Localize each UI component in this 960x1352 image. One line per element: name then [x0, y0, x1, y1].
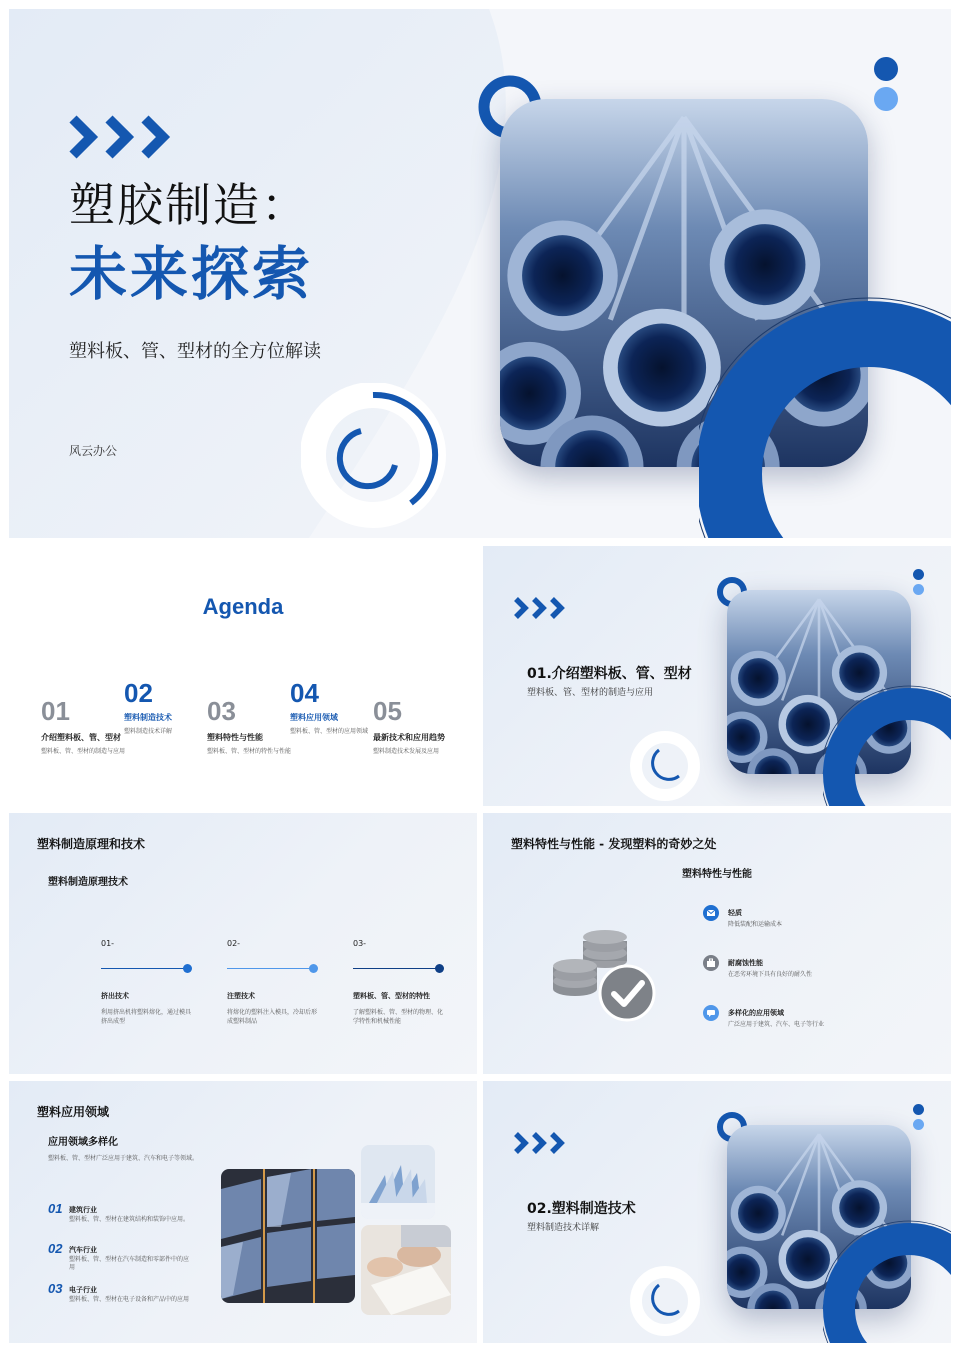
- agenda-title-5: 最新技术和应用趋势: [373, 733, 445, 742]
- step-line-3: [353, 968, 441, 969]
- decorative-dot-dark: [913, 569, 924, 580]
- property-title-2: 耐腐蚀性能: [728, 959, 763, 967]
- principle-slide: [9, 813, 477, 1074]
- agenda-title-2: 塑料制造技术: [124, 713, 172, 722]
- property-desc-3: 广泛应用于建筑、汽车、电子等行业: [728, 1021, 825, 1028]
- step-desc-2a: 将熔化的塑料注入模具，冷却后形: [227, 1009, 318, 1016]
- agenda-num-5: 05: [373, 696, 402, 726]
- app-num-2: 02: [48, 1241, 63, 1256]
- step-desc-1a: 利用挤出机将塑料熔化，通过模具: [101, 1009, 192, 1016]
- principle-header: 塑料制造原理和技术: [37, 837, 146, 851]
- section1-subtitle: 塑料板、管、型材的制造与应用: [527, 688, 654, 698]
- app-title-3: 电子行业: [69, 1286, 97, 1294]
- agenda-num-2: 02: [124, 678, 153, 708]
- decorative-dot-dark: [874, 57, 898, 81]
- property-title-3: 多样化的应用领域: [728, 1009, 784, 1017]
- step-dot-3: [435, 964, 444, 973]
- step-dot-2: [309, 964, 318, 973]
- properties-subheader: 塑料特性与性能: [682, 869, 752, 880]
- cover-slide: [9, 9, 951, 538]
- applications-subheader: 应用领域多样化: [48, 1137, 118, 1148]
- applications-intro: 塑料板、管、型材广泛应用于建筑、汽车和电子等领域。: [48, 1155, 199, 1162]
- decorative-ring-white: [629, 1265, 703, 1339]
- step-title-1: 挤出技术: [101, 992, 129, 1000]
- decorative-arc-blue-large: [823, 666, 951, 806]
- decorative-dot-light: [874, 87, 898, 111]
- property-desc-2: 在恶劣环境下具有良好的耐久性: [728, 971, 813, 978]
- section2-subtitle: 塑料制造技术详解: [527, 1223, 600, 1233]
- step-desc-3a: 了解塑料板、管、型材的物理、化: [353, 1009, 444, 1016]
- step-desc-3b: 学特性和机械性能: [353, 1018, 402, 1025]
- coins-check-illustration: [551, 919, 661, 1029]
- decorative-dot-dark: [913, 1104, 924, 1115]
- app-desc-2a: 塑料板、管、型材在汽车制造和零部件中的应: [69, 1256, 190, 1263]
- agenda-desc-5: 塑料制造技术发展及应用: [373, 748, 440, 755]
- step-line-1: [101, 968, 189, 969]
- step-dot-1: [183, 964, 192, 973]
- decorative-dot-light: [913, 584, 924, 595]
- chevron-arrows-icon: [512, 596, 570, 620]
- applications-slide: [9, 1081, 477, 1343]
- agenda-title-3: 塑料特性与性能: [207, 733, 263, 742]
- cover-title-line1: 塑胶制造：: [69, 178, 309, 232]
- agenda-title: Agenda: [202, 594, 284, 619]
- agenda-desc-1: 塑料板、管、型材的制造与应用: [41, 748, 126, 755]
- section1-title: 01.介绍塑料板、管、型材: [527, 666, 692, 682]
- agenda-desc-4: 塑料板、管、型材的应用领域: [290, 728, 369, 735]
- agenda-num-4: 04: [290, 678, 319, 708]
- app-title-1: 建筑行业: [69, 1206, 97, 1214]
- handshake-documents-photo: [361, 1225, 451, 1315]
- decorative-arc-blue-large: [823, 1201, 951, 1343]
- properties-slide: [483, 813, 951, 1074]
- briefcase-icon: [703, 955, 719, 971]
- app-title-2: 汽车行业: [69, 1246, 97, 1254]
- section2-title: 02.塑料制造技术: [527, 1201, 636, 1217]
- app-num-1: 01: [48, 1201, 63, 1216]
- building-facade-photo: [221, 1169, 355, 1303]
- chevron-arrows-icon: [512, 1131, 570, 1155]
- step-title-3: 塑料板、管、型材的特性: [353, 992, 430, 1000]
- step-title-2: 注塑技术: [227, 992, 255, 1000]
- app-num-3: 03: [48, 1281, 63, 1296]
- property-title-1: 轻质: [728, 909, 742, 917]
- app-desc-3a: 塑料板、管、型材在电子设备和产品中的应用: [69, 1296, 190, 1303]
- agenda-desc-3: 塑料板、管、型材的特性与性能: [207, 748, 292, 755]
- decorative-arc-blue-large: [699, 264, 951, 538]
- chat-icon: [703, 1005, 719, 1021]
- cover-title-line2: 未来探索: [69, 240, 314, 308]
- decorative-ring-white: [301, 383, 451, 533]
- agenda-desc-2: 塑料制造技术详解: [124, 728, 173, 735]
- step-desc-1b: 挤出成型: [101, 1018, 126, 1025]
- applications-header: 塑料应用领域: [37, 1105, 110, 1119]
- cover-author: 风云办公: [69, 444, 118, 458]
- step-line-2: [227, 968, 315, 969]
- agenda-slide: [9, 546, 477, 806]
- step-num-3: 03-: [353, 939, 367, 948]
- cover-subtitle: 塑料板、管、型材的全方位解读: [69, 341, 321, 362]
- agenda-title-1: 介绍塑料板、管、型材: [41, 733, 121, 742]
- agenda-num-3: 03: [207, 696, 236, 726]
- principle-subheader: 塑料制造原理技术: [48, 877, 128, 888]
- step-num-2: 02-: [227, 939, 241, 948]
- section2-slide: [483, 1081, 951, 1343]
- decorative-dot-light: [913, 1119, 924, 1130]
- step-num-1: 01-: [101, 939, 115, 948]
- property-desc-1: 降低装配和运输成本: [728, 921, 783, 928]
- white-pipes-photo: [361, 1145, 435, 1219]
- app-desc-2b: 用: [69, 1264, 76, 1271]
- step-desc-2b: 成塑料制品: [227, 1018, 258, 1025]
- envelope-icon: [703, 905, 719, 921]
- agenda-num-1: 01: [41, 696, 70, 726]
- properties-header: 塑料特性与性能 - 发现塑料的奇妙之处: [511, 837, 717, 851]
- chevron-arrows-icon: [67, 113, 179, 161]
- section1-slide: [483, 546, 951, 806]
- app-desc-1a: 塑料板、管、型材在建筑结构和装饰中应用。: [69, 1216, 190, 1223]
- decorative-ring-white: [629, 730, 703, 804]
- agenda-title-4: 塑料应用领域: [290, 713, 338, 722]
